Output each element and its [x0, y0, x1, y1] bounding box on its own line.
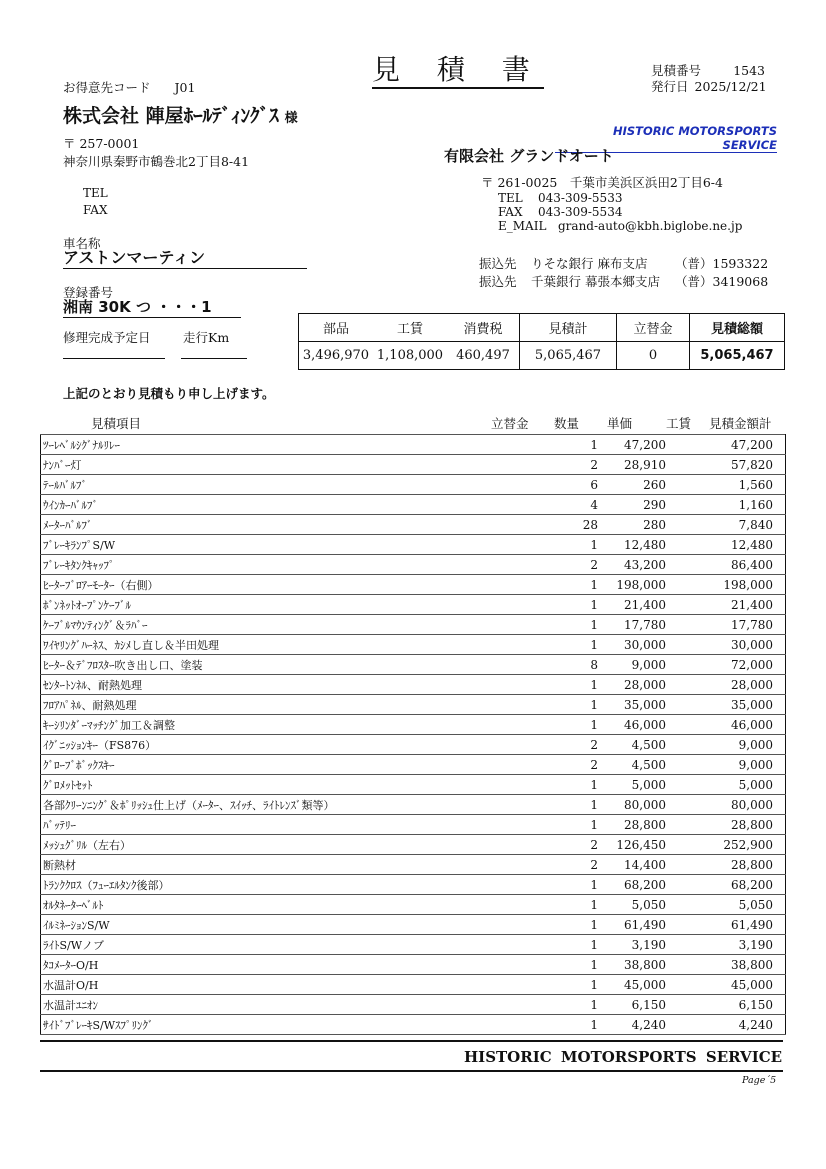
- item-unit-price: 21,400: [598, 595, 666, 615]
- item-advance: [473, 435, 548, 455]
- item-total: 5,050: [706, 895, 786, 915]
- item-qty: 6: [548, 475, 598, 495]
- quote-no-value: 1543: [733, 63, 766, 78]
- item-name: 各部ｸﾘｰﾝﾆﾝｸﾞ＆ﾎﾟﾘｯｼｭ仕上げ（ﾒｰﾀｰ、ｽｲｯﾁ、ﾗｲﾄﾚﾝｽﾞ類等）: [41, 795, 474, 815]
- table-row: [41, 775, 786, 795]
- item-total: 7,840: [706, 515, 786, 535]
- item-qty: 2: [548, 755, 598, 775]
- quote-no-label: 見積番号: [651, 63, 702, 78]
- table-row: [41, 435, 786, 455]
- items-table: [40, 434, 786, 1035]
- item-name: ﾋｰﾀｰﾌﾞﾛｱｰﾓｰﾀｰ（右側）: [41, 575, 474, 595]
- item-advance: [473, 535, 548, 555]
- footer-rule: [40, 1040, 783, 1042]
- item-unit-price: 12,480: [598, 535, 666, 555]
- item-labor: [666, 555, 706, 575]
- items-table-header: [40, 412, 786, 432]
- item-unit-price: 260: [598, 475, 666, 495]
- item-qty: 1: [548, 695, 598, 715]
- item-name: 水温計O/H: [41, 975, 474, 995]
- item-qty: 28: [548, 515, 598, 535]
- footer-rule: [40, 1070, 783, 1072]
- item-qty: 1: [548, 795, 598, 815]
- table-row: [41, 835, 786, 855]
- shop-email[interactable]: grand-auto@kbh.biglobe.ne.jp: [558, 219, 743, 233]
- item-total: 198,000: [706, 575, 786, 595]
- item-advance: [473, 475, 548, 495]
- summary-header-subtotal: 見積計: [520, 314, 617, 342]
- header-total: 見積金額計: [709, 416, 772, 431]
- item-labor: [666, 515, 706, 535]
- item-name: ﾒｯｼｭｸﾞﾘﾙ（左右）: [41, 835, 474, 855]
- table-row: [41, 955, 786, 975]
- item-unit-price: 28,800: [598, 815, 666, 835]
- item-advance: [473, 595, 548, 615]
- item-unit-price: 4,240: [598, 1015, 666, 1035]
- item-name: ｷｰｼﾘﾝﾀﾞｰﾏｯﾁﾝｸﾞ加工＆調整: [41, 715, 474, 735]
- item-name: ﾅﾝﾊﾞｰ灯: [41, 455, 474, 475]
- item-advance: [473, 655, 548, 675]
- item-unit-price: 3,190: [598, 935, 666, 955]
- bank-row: [479, 255, 769, 273]
- table-row: [41, 795, 786, 815]
- customer-zip: 〒 257-0001: [63, 136, 140, 151]
- bank-account: （普）3419068: [675, 274, 769, 289]
- quote-meta: [651, 63, 767, 95]
- item-name: ﾒｰﾀｰﾊﾞﾙﾌﾞ: [41, 515, 474, 535]
- item-qty: 1: [548, 815, 598, 835]
- item-total: 45,000: [706, 975, 786, 995]
- footer-brand: HISTORIC MOTORSPORTS SERVICE: [464, 1048, 783, 1066]
- item-total: 28,800: [706, 855, 786, 875]
- table-row: [41, 995, 786, 1015]
- item-total: 9,000: [706, 755, 786, 775]
- item-name: ﾃｰﾙﾊﾞﾙﾌﾞ: [41, 475, 474, 495]
- item-labor: [666, 535, 706, 555]
- customer-code: [63, 78, 195, 96]
- item-total: 28,800: [706, 815, 786, 835]
- item-advance: [473, 795, 548, 815]
- item-total: 35,000: [706, 695, 786, 715]
- item-advance: [473, 695, 548, 715]
- item-qty: 2: [548, 555, 598, 575]
- table-row: [41, 895, 786, 915]
- item-total: 61,490: [706, 915, 786, 935]
- item-total: 80,000: [706, 795, 786, 815]
- item-labor: [666, 615, 706, 635]
- item-qty: 1: [548, 595, 598, 615]
- bank-row: [479, 273, 769, 291]
- table-row: [41, 715, 786, 735]
- mileage-field: [181, 358, 247, 359]
- summary-table: [298, 313, 785, 370]
- item-total: 4,240: [706, 1015, 786, 1035]
- item-qty: 1: [548, 955, 598, 975]
- item-qty: 1: [548, 575, 598, 595]
- item-total: 1,160: [706, 495, 786, 515]
- item-name: ｵﾙﾀﾈｰﾀｰﾍﾞﾙﾄ: [41, 895, 474, 915]
- item-advance: [473, 975, 548, 995]
- summary-parts: 3,496,970: [299, 342, 374, 370]
- summary-header-row: [299, 314, 785, 342]
- item-labor: [666, 915, 706, 935]
- item-total: 5,000: [706, 775, 786, 795]
- item-labor: [666, 975, 706, 995]
- item-total: 3,190: [706, 935, 786, 955]
- item-qty: 1: [548, 675, 598, 695]
- shop-name: 有限会社 グランドオート: [444, 147, 614, 165]
- item-qty: 1: [548, 535, 598, 555]
- shop-contacts: [498, 191, 742, 233]
- customer-address: 神奈川県秦野市鶴巻北2丁目8-41: [63, 154, 250, 169]
- completion-date-label: 修理完成予定日: [63, 330, 151, 345]
- issue-date-label: 発行日: [651, 79, 689, 94]
- item-qty: 1: [548, 895, 598, 915]
- item-unit-price: 5,050: [598, 895, 666, 915]
- item-unit-price: 68,200: [598, 875, 666, 895]
- item-qty: 2: [548, 835, 598, 855]
- item-labor: [666, 435, 706, 455]
- table-row: [41, 515, 786, 535]
- item-unit-price: 80,000: [598, 795, 666, 815]
- item-labor: [666, 495, 706, 515]
- item-name: 水温計ﾕﾆｵﾝ: [41, 995, 474, 1015]
- item-name: ｸﾞﾛｰﾌﾞﾎﾞｯｸｽｷｰ: [41, 755, 474, 775]
- item-unit-price: 280: [598, 515, 666, 535]
- item-total: 21,400: [706, 595, 786, 615]
- item-total: 252,900: [706, 835, 786, 855]
- bank-label: 振込先: [479, 256, 517, 271]
- document-title: 見 積 書: [372, 54, 544, 89]
- item-name: ｾﾝﾀｰﾄﾝﾈﾙ、耐熱処理: [41, 675, 474, 695]
- shop-address: 〒 261-0025 千葉市美浜区浜田2丁目6-4: [481, 175, 723, 190]
- item-unit-price: 28,910: [598, 455, 666, 475]
- item-name: ｲﾙﾐﾈｰｼｮﾝS/W: [41, 915, 474, 935]
- table-row: [41, 735, 786, 755]
- table-row: [41, 915, 786, 935]
- summary-labor: 1,108,000: [373, 342, 447, 370]
- item-name: ﾎﾞﾝﾈｯﾄｵｰﾌﾟﾝｹｰﾌﾞﾙ: [41, 595, 474, 615]
- shop-fax-label: FAX: [498, 205, 523, 219]
- header-advance: 立替金: [491, 416, 529, 431]
- item-total: 86,400: [706, 555, 786, 575]
- item-labor: [666, 875, 706, 895]
- item-qty: 1: [548, 995, 598, 1015]
- item-total: 6,150: [706, 995, 786, 1015]
- table-row: [41, 595, 786, 615]
- customer-honorific: 様: [284, 111, 298, 126]
- item-advance: [473, 875, 548, 895]
- item-unit-price: 38,800: [598, 955, 666, 975]
- item-advance: [473, 635, 548, 655]
- item-unit-price: 17,780: [598, 615, 666, 635]
- item-qty: 1: [548, 775, 598, 795]
- vehicle-name: アストンマーティン: [63, 248, 307, 269]
- item-labor: [666, 755, 706, 775]
- table-row: [41, 815, 786, 835]
- item-unit-price: 43,200: [598, 555, 666, 575]
- item-advance: [473, 895, 548, 915]
- item-qty: 8: [548, 655, 598, 675]
- header-item: 見積項目: [91, 416, 142, 431]
- bank-account: （普）1593322: [675, 256, 769, 271]
- item-labor: [666, 835, 706, 855]
- item-labor: [666, 935, 706, 955]
- table-row: [41, 615, 786, 635]
- item-advance: [473, 555, 548, 575]
- item-qty: 2: [548, 735, 598, 755]
- item-labor: [666, 795, 706, 815]
- customer-contacts: [83, 185, 108, 219]
- table-row: [41, 535, 786, 555]
- item-labor: [666, 455, 706, 475]
- summary-subtotal: 5,065,467: [520, 342, 617, 370]
- item-labor: [666, 595, 706, 615]
- item-labor: [666, 715, 706, 735]
- item-unit-price: 47,200: [598, 435, 666, 455]
- summary-header-advance: 立替金: [617, 314, 690, 342]
- summary-grand-total: 5,065,467: [690, 342, 785, 370]
- item-qty: 1: [548, 975, 598, 995]
- item-advance: [473, 675, 548, 695]
- item-qty: 1: [548, 875, 598, 895]
- item-labor: [666, 855, 706, 875]
- item-labor: [666, 675, 706, 695]
- bank-name: りそな銀行 麻布支店: [531, 256, 648, 271]
- table-row: [41, 635, 786, 655]
- issue-date-value: 2025/12/21: [694, 79, 767, 94]
- customer-name: [63, 101, 298, 128]
- item-advance: [473, 455, 548, 475]
- customer-tel-label: TEL: [83, 186, 108, 200]
- item-name: ﾌﾞﾚｰｷﾀﾝｸｷｬｯﾌﾟ: [41, 555, 474, 575]
- item-advance: [473, 995, 548, 1015]
- item-labor: [666, 895, 706, 915]
- shop-tel-label: TEL: [498, 191, 523, 205]
- summary-advance: 0: [617, 342, 690, 370]
- vehicle-name-label: 車名称: [63, 236, 101, 251]
- item-name: ﾜｲﾔﾘﾝｸﾞﾊｰﾈｽ、ｶｼﾒし直し＆半田処理: [41, 635, 474, 655]
- item-unit-price: 126,450: [598, 835, 666, 855]
- item-qty: 1: [548, 435, 598, 455]
- item-labor: [666, 775, 706, 795]
- table-row: [41, 755, 786, 775]
- item-advance: [473, 615, 548, 635]
- item-total: 68,200: [706, 875, 786, 895]
- item-unit-price: 45,000: [598, 975, 666, 995]
- summary-value-row: [299, 342, 785, 370]
- summary-header-parts: 部品: [299, 314, 374, 342]
- brand-link[interactable]: HISTORIC MOTORSPORTS SERVICE: [555, 124, 777, 153]
- item-name: ﾂｰﾚﾍﾞﾙｼｸﾞﾅﾙﾘﾚｰ: [41, 435, 474, 455]
- table-row: [41, 555, 786, 575]
- item-qty: 2: [548, 855, 598, 875]
- item-qty: 1: [548, 935, 598, 955]
- item-advance: [473, 1015, 548, 1035]
- item-advance: [473, 735, 548, 755]
- item-labor: [666, 955, 706, 975]
- customer-fax-label: FAX: [83, 203, 108, 217]
- item-total: 46,000: [706, 715, 786, 735]
- item-advance: [473, 955, 548, 975]
- customer-name-text: 株式会社 陣屋ﾎｰﾙﾃﾞｨﾝｸﾞｽ: [63, 105, 279, 127]
- item-name: ﾀｺﾒｰﾀｰO/H: [41, 955, 474, 975]
- summary-tax: 460,497: [447, 342, 520, 370]
- item-unit-price: 290: [598, 495, 666, 515]
- item-unit-price: 4,500: [598, 735, 666, 755]
- bank-transfer-info: [479, 255, 769, 291]
- table-row: [41, 475, 786, 495]
- item-name: ﾌﾛｱﾊﾟﾈﾙ、耐熱処理: [41, 695, 474, 715]
- item-advance: [473, 855, 548, 875]
- item-name: ｲｸﾞﾆｯｼｮﾝｷｰ（FS876）: [41, 735, 474, 755]
- item-unit-price: 9,000: [598, 655, 666, 675]
- item-labor: [666, 575, 706, 595]
- header-unit-price: 単価: [607, 416, 633, 431]
- table-row: [41, 935, 786, 955]
- item-total: 17,780: [706, 615, 786, 635]
- summary-header-tax: 消費税: [447, 314, 520, 342]
- item-total: 47,200: [706, 435, 786, 455]
- table-row: [41, 655, 786, 675]
- item-labor: [666, 815, 706, 835]
- item-labor: [666, 995, 706, 1015]
- registration-label: 登録番号: [63, 285, 114, 300]
- table-row: [41, 575, 786, 595]
- item-qty: 4: [548, 495, 598, 515]
- item-name: ﾋｰﾀｰ＆ﾃﾞﾌﾛｽﾀｰ吹き出し口、塗装: [41, 655, 474, 675]
- shop-email-label: E_MAIL: [498, 219, 547, 233]
- shop-fax: 043-309-5534: [538, 205, 623, 219]
- item-total: 28,000: [706, 675, 786, 695]
- table-row: [41, 495, 786, 515]
- item-name: ﾊﾞｯﾃﾘｰ: [41, 815, 474, 835]
- item-unit-price: 6,150: [598, 995, 666, 1015]
- item-qty: 1: [548, 915, 598, 935]
- item-name: ｸﾞﾛﾒｯﾄｾｯﾄ: [41, 775, 474, 795]
- item-advance: [473, 815, 548, 835]
- table-row: [41, 875, 786, 895]
- item-unit-price: 46,000: [598, 715, 666, 735]
- item-unit-price: 198,000: [598, 575, 666, 595]
- item-qty: 1: [548, 1015, 598, 1035]
- item-labor: [666, 735, 706, 755]
- item-name: 断熱材: [41, 855, 474, 875]
- item-advance: [473, 715, 548, 735]
- item-total: 9,000: [706, 735, 786, 755]
- summary-header-grand-total: 見積総額: [690, 314, 785, 342]
- item-total: 1,560: [706, 475, 786, 495]
- header-qty: 数量: [554, 416, 580, 431]
- item-advance: [473, 835, 548, 855]
- item-total: 72,000: [706, 655, 786, 675]
- item-unit-price: 61,490: [598, 915, 666, 935]
- greeting-text: 上記のとおり見積もり申し上げます。: [63, 386, 275, 401]
- page-number: Page´5: [742, 1075, 777, 1086]
- item-advance: [473, 495, 548, 515]
- item-name: ｹｰﾌﾞﾙﾏｳﾝﾃｨﾝｸﾞ＆ﾗﾊﾞｰ: [41, 615, 474, 635]
- item-labor: [666, 695, 706, 715]
- customer-code-value: J01: [174, 80, 196, 95]
- item-total: 57,820: [706, 455, 786, 475]
- item-total: 30,000: [706, 635, 786, 655]
- item-name: ｻｲﾄﾞﾌﾞﾚｰｷS/Wｽﾌﾟﾘﾝｸﾞ: [41, 1015, 474, 1035]
- item-unit-price: 14,400: [598, 855, 666, 875]
- completion-date-field: [63, 358, 165, 359]
- item-advance: [473, 915, 548, 935]
- table-row: [41, 855, 786, 875]
- item-advance: [473, 935, 548, 955]
- item-unit-price: 4,500: [598, 755, 666, 775]
- item-name: ﾌﾞﾚｰｷﾗﾝﾌﾟS/W: [41, 535, 474, 555]
- header-labor: 工賃: [666, 416, 692, 431]
- table-row: [41, 975, 786, 995]
- table-row: [41, 675, 786, 695]
- registration-number: 湘南 30K つ ・・・1: [63, 297, 241, 318]
- mileage-label: 走行Km: [183, 330, 230, 345]
- item-labor: [666, 635, 706, 655]
- item-name: ｳｲﾝｶｰﾊﾞﾙﾌﾞ: [41, 495, 474, 515]
- item-advance: [473, 575, 548, 595]
- item-name: ﾗｲﾄS/Wノブ: [41, 935, 474, 955]
- item-name: ﾄﾗﾝｸｸﾛｽ（ﾌｭｰｴﾙﾀﾝｸ後部）: [41, 875, 474, 895]
- shop-tel: 043-309-5533: [538, 191, 623, 205]
- item-total: 12,480: [706, 535, 786, 555]
- item-unit-price: 28,000: [598, 675, 666, 695]
- summary-header-labor: 工賃: [373, 314, 447, 342]
- item-qty: 1: [548, 615, 598, 635]
- item-labor: [666, 655, 706, 675]
- item-unit-price: 5,000: [598, 775, 666, 795]
- table-row: [41, 455, 786, 475]
- bank-label: 振込先: [479, 274, 517, 289]
- item-qty: 1: [548, 715, 598, 735]
- table-row: [41, 1015, 786, 1035]
- item-unit-price: 30,000: [598, 635, 666, 655]
- item-labor: [666, 475, 706, 495]
- item-labor: [666, 1015, 706, 1035]
- item-advance: [473, 775, 548, 795]
- customer-code-label: お得意先コード: [63, 80, 151, 95]
- item-total: 38,800: [706, 955, 786, 975]
- bank-name: 千葉銀行 幕張本郷支店: [531, 274, 660, 289]
- item-advance: [473, 755, 548, 775]
- item-unit-price: 35,000: [598, 695, 666, 715]
- table-row: [41, 695, 786, 715]
- item-qty: 2: [548, 455, 598, 475]
- item-qty: 1: [548, 635, 598, 655]
- item-advance: [473, 515, 548, 535]
